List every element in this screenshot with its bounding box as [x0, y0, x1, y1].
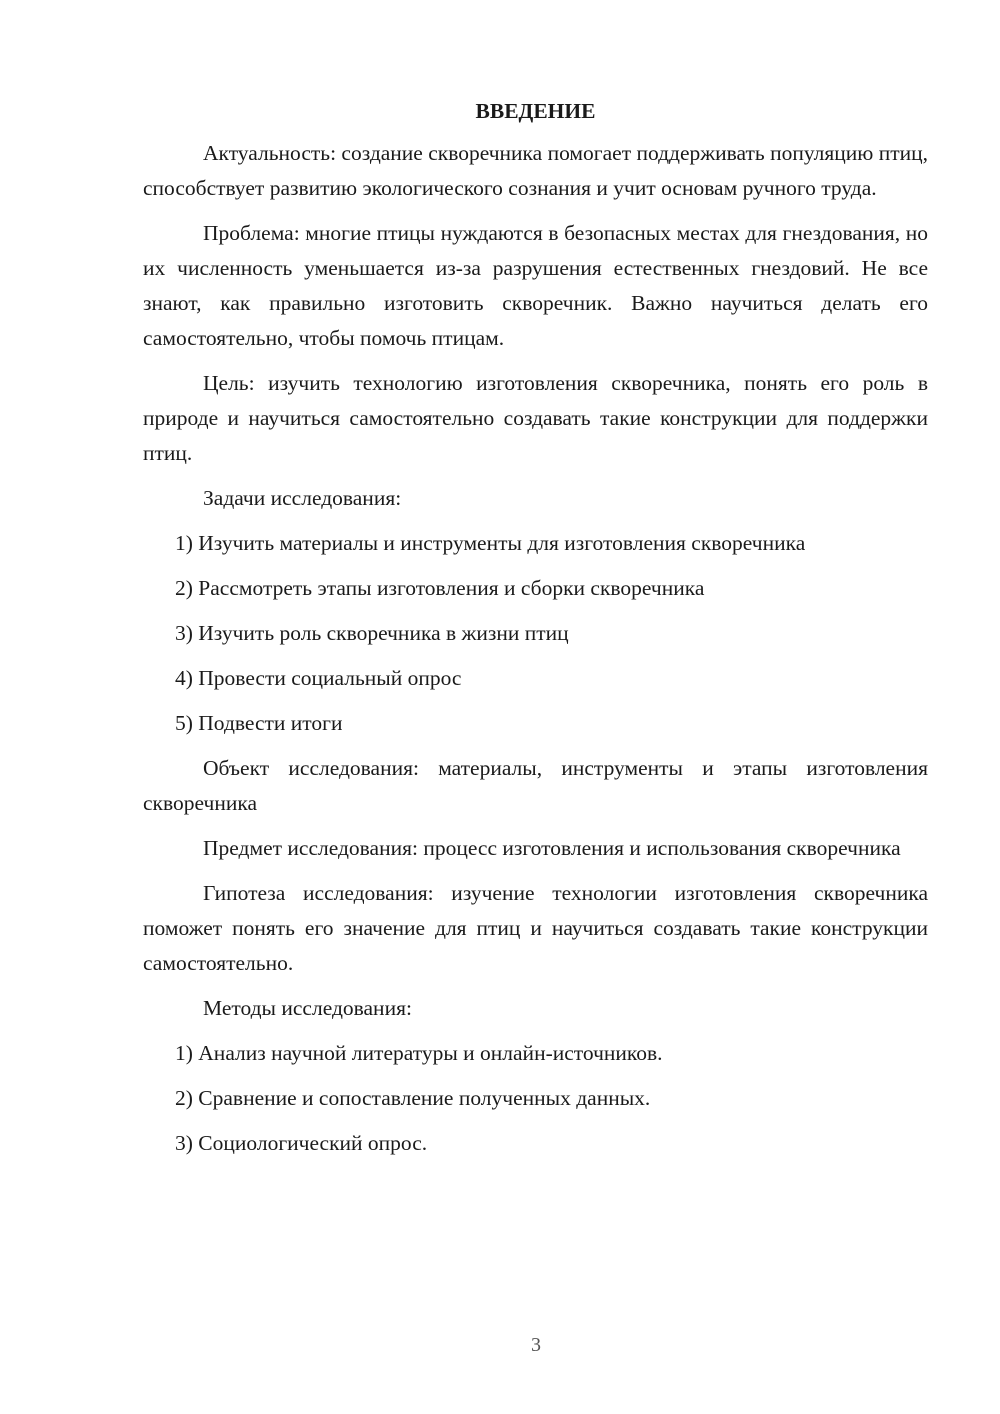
page-title: ВВЕДЕНИЕ — [475, 99, 596, 123]
list-item: 5) Подвести итоги — [175, 711, 343, 735]
list-item: 1) Изучить материалы и инструменты для изготовления скворечника — [175, 531, 806, 555]
methods-heading: Методы исследования: — [203, 996, 412, 1020]
page-number: 3 — [531, 1334, 541, 1356]
object-paragraph: Объект исследования: материалы, инструменты и этапы изготовления скворечника — [143, 756, 928, 815]
goal-paragraph: Цель: изучить технологию изготовления скворечника, понять его роль в природе и научиться самостоятельно создавать такие конструкции для поддержки птиц. — [143, 371, 928, 465]
list-item: 2) Рассмотреть этапы изготовления и сборки скворечника — [175, 576, 705, 600]
list-item: 3) Изучить роль скворечника в жизни птиц — [175, 621, 569, 645]
tasks-list — [143, 526, 928, 741]
relevance-paragraph: Актуальность: создание скворечника помогает поддерживать популяцию птиц, способствует развитию экологического сознания и учит основам ручного труда. — [143, 141, 928, 200]
subject-paragraph: Предмет исследования: процесс изготовления и использования скворечника — [203, 836, 901, 860]
hypothesis-paragraph: Гипотеза исследования: изучение технологии изготовления скворечника поможет понять его значение для птиц и научиться создавать такие конструкции самостоятельно. — [143, 881, 928, 975]
list-item: 4) Провести социальный опрос — [175, 666, 462, 690]
problem-paragraph: Проблема: многие птицы нуждаются в безопасных местах для гнездования, но их численность уменьшается из-за разрушения естественных гнездовий. Не все знают, как правильно изготовить скворечник. Важно научиться делать его самостоятельно, чтобы помочь птицам. — [143, 221, 928, 350]
list-item: 3) Социологический опрос. — [175, 1131, 428, 1155]
methods-list — [143, 1036, 928, 1161]
list-item: 1) Анализ научной литературы и онлайн-источников. — [175, 1041, 663, 1065]
tasks-heading: Задачи исследования: — [203, 486, 402, 510]
list-item: 2) Сравнение и сопоставление полученных данных. — [175, 1086, 651, 1110]
document-page — [143, 96, 928, 1171]
